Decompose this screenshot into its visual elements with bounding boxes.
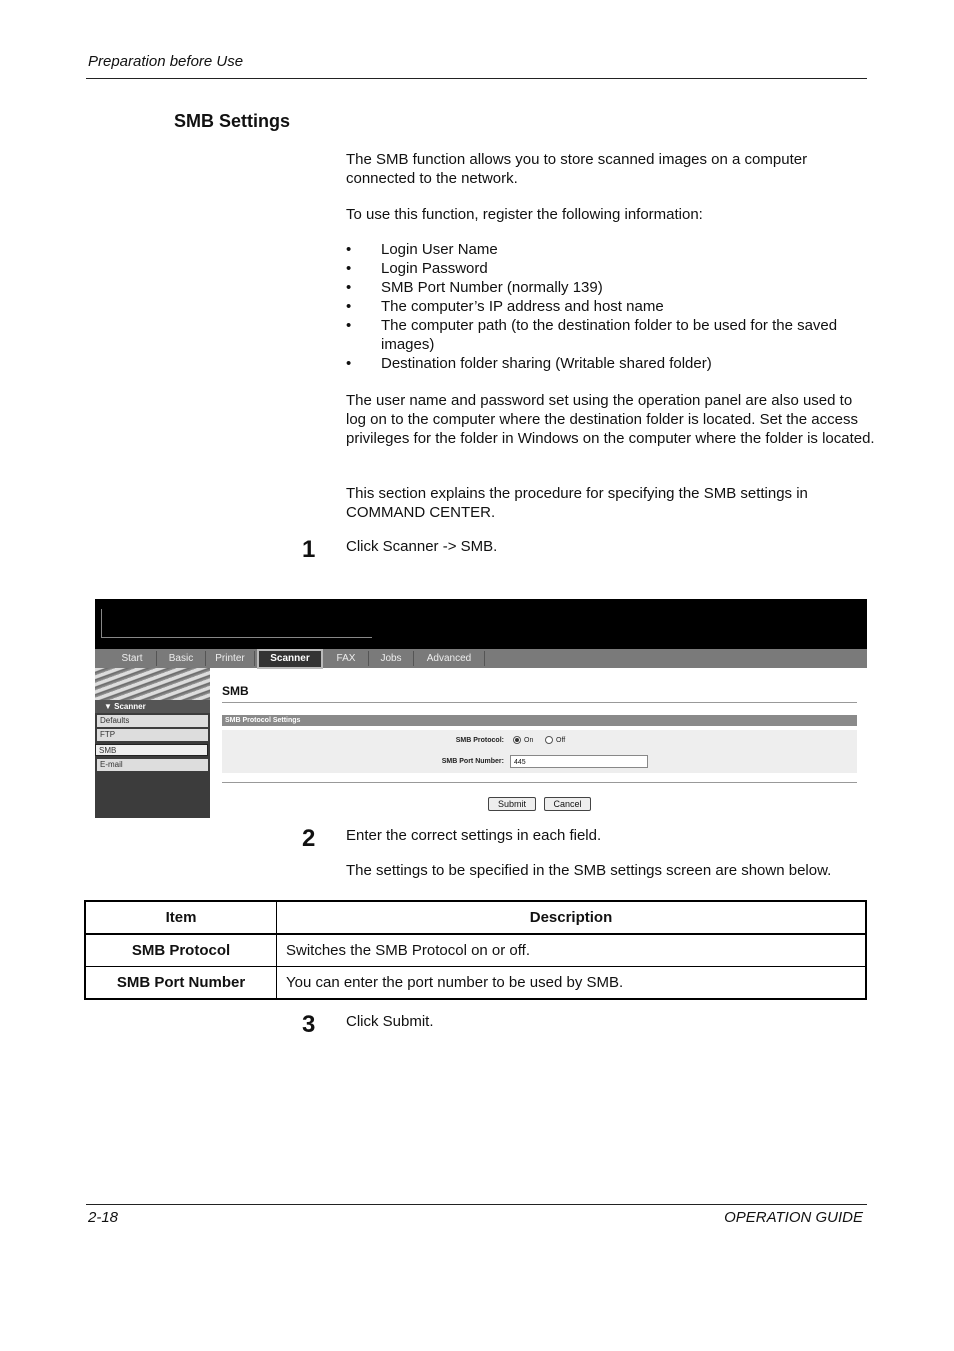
header-description: Description (277, 901, 867, 934)
list-item-text: The computer’s IP address and host name (381, 298, 664, 315)
list-item (346, 316, 876, 354)
submit-button[interactable]: Submit (488, 797, 536, 811)
settings-table (84, 900, 867, 1000)
header-item: Item (85, 901, 277, 934)
cancel-button[interactable]: Cancel (544, 797, 591, 811)
smb-port-input[interactable]: 445 (510, 755, 648, 768)
smb-protocol-off-label: Off (556, 737, 566, 744)
tab-printer[interactable]: Printer (206, 651, 255, 666)
tab-fax[interactable]: FAX (324, 651, 369, 666)
footer-rule (86, 1204, 867, 1205)
step-3-text: Click Submit. (346, 1013, 434, 1030)
tab-basic[interactable]: Basic (157, 651, 206, 666)
smb-port-label: SMB Port Number: (441, 758, 504, 765)
list-item (346, 259, 876, 278)
section-title: SMB Settings (174, 111, 291, 131)
step-1-text: Click Scanner -> SMB. (346, 538, 498, 555)
smb-protocol-on-radio[interactable] (513, 736, 521, 744)
list-item-text: Login Password (381, 260, 488, 277)
intro-p2-text: To use this function, register the following information: (346, 206, 703, 223)
tab-bar (95, 649, 867, 668)
list-item (346, 278, 876, 297)
bullet-glyph: • (346, 317, 352, 334)
bullet-glyph: • (346, 298, 352, 315)
intro-p1-text: The SMB function allows you to store scanned images on a computer connected to the network. (346, 151, 808, 187)
guide-name: OPERATION GUIDE (724, 1209, 863, 1226)
intro-p3-text: The user name and password set using the operation panel are also used to log on to the computer where the destination folder is located. Set the access privileges for the folder in Windows on the computer where the folder is located. (346, 392, 875, 447)
tab-advanced[interactable]: Advanced (414, 651, 485, 666)
table-row (85, 934, 866, 967)
tab-jobs[interactable]: Jobs (369, 651, 414, 666)
table-row (85, 967, 866, 1000)
row-item: SMB Protocol (85, 934, 277, 967)
list-item-text: The computer path (to the destination folder to be used for the saved images) (381, 317, 838, 353)
header-rule (86, 78, 867, 79)
list-item (346, 354, 876, 373)
banner (95, 599, 867, 649)
intro-paragraph-3 (346, 391, 876, 448)
settings-form (222, 730, 857, 773)
banner-frame (101, 609, 372, 638)
sidebar-item-smb[interactable]: SMB (95, 744, 208, 756)
tab-start[interactable]: Start (108, 651, 157, 666)
smb-protocol-off-radio[interactable] (545, 736, 553, 744)
smb-protocol-on-label: On (524, 737, 534, 744)
row-description: Switches the SMB Protocol on or off. (277, 934, 867, 967)
bullet-glyph: • (346, 260, 352, 277)
step-2-text: Enter the correct settings in each field. (346, 827, 602, 844)
form-rule (222, 782, 857, 783)
sidebar-banner-image (95, 668, 210, 700)
title-rule (222, 702, 857, 703)
table-header-row (85, 901, 866, 934)
command-center-screenshot (95, 599, 867, 818)
sidebar-item-defaults[interactable]: Defaults (97, 715, 208, 727)
bullet-glyph: • (346, 241, 352, 258)
bullet-glyph: • (346, 355, 352, 372)
smb-protocol-label: SMB Protocol: (455, 737, 504, 744)
bullet-glyph: • (346, 279, 352, 296)
intro-p4-text: This section explains the procedure for specifying the SMB settings in COMMAND CENTER. (346, 485, 808, 521)
list-item (346, 240, 876, 259)
list-item-text: Login User Name (381, 241, 498, 258)
sidebar-heading[interactable] (95, 700, 210, 713)
tab-scanner[interactable]: Scanner (257, 649, 323, 669)
list-item (346, 297, 876, 316)
running-header: Preparation before Use (88, 53, 244, 70)
intro-paragraph-4 (346, 484, 876, 522)
step-1-number: 1 (302, 536, 316, 563)
page-title: SMB (222, 684, 249, 698)
intro-paragraph-1 (346, 150, 876, 188)
sidebar-item-email[interactable]: E-mail (97, 759, 208, 771)
sidebar (95, 668, 210, 818)
step-3-number: 3 (302, 1011, 316, 1038)
sidebar-item-ftp[interactable]: FTP (97, 729, 208, 741)
list-item-text: SMB Port Number (normally 139) (381, 279, 603, 296)
list-item-text: Destination folder sharing (Writable shared folder) (381, 355, 712, 372)
settings-band: SMB Protocol Settings (222, 715, 857, 726)
step-2-note: The settings to be specified in the SMB settings screen are shown below. (346, 862, 832, 879)
requirements-list (346, 240, 876, 373)
page-number: 2-18 (88, 1209, 119, 1226)
intro-paragraph-2 (346, 205, 876, 224)
step-2-number: 2 (302, 825, 316, 852)
sidebar-heading-text: ▼ Scanner (104, 702, 146, 711)
row-item: SMB Port Number (85, 967, 277, 1000)
row-description: You can enter the port number to be used by SMB. (277, 967, 867, 1000)
